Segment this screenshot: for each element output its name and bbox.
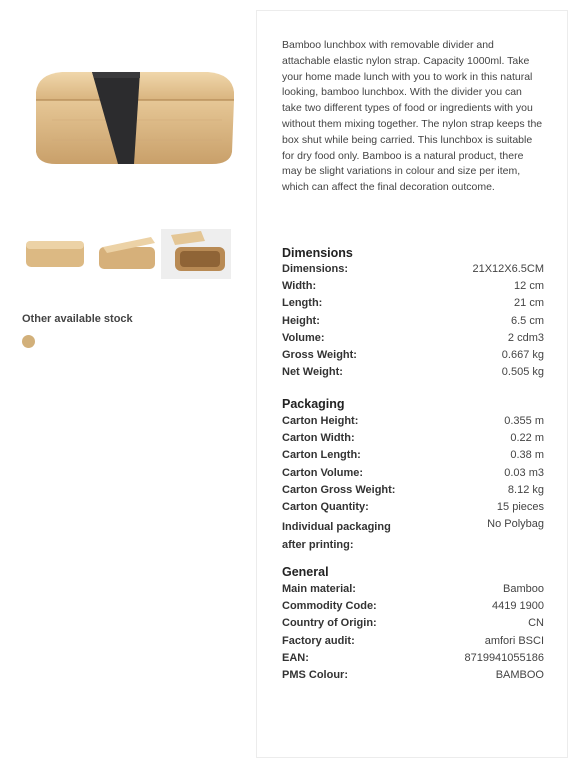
- packaging-title: Packaging: [282, 397, 345, 411]
- spec-row: [282, 332, 544, 349]
- spec-label: Main material:: [282, 583, 356, 595]
- spec-row: [282, 449, 544, 466]
- spec-row: [282, 518, 544, 553]
- spec-value: BAMBOO: [495, 668, 544, 681]
- spec-value: 15 pieces: [496, 500, 544, 513]
- spec-row: [282, 484, 544, 501]
- spec-label: Carton Gross Weight:: [282, 483, 396, 496]
- spec-row: [282, 349, 544, 366]
- dimensions-title: Dimensions: [282, 246, 353, 260]
- thumbnail-strip: [22, 229, 234, 279]
- spec-value: 0.667 kg: [501, 348, 544, 361]
- spec-label: Factory audit:: [282, 634, 355, 647]
- spec-value: 8719941055186: [464, 651, 544, 664]
- spec-value: 0.355 m: [504, 415, 544, 427]
- dimensions-table: [282, 263, 544, 383]
- spec-row: [282, 432, 544, 449]
- spec-value: 0.03 m3: [504, 466, 544, 479]
- spec-label: Gross Weight:: [282, 348, 357, 361]
- spec-value: 21X12X6.5CM: [472, 263, 544, 275]
- spec-label: Height:: [282, 314, 320, 327]
- spec-value: 6.5 cm: [510, 314, 544, 327]
- spec-value: CN: [528, 617, 544, 630]
- spec-value: 0.38 m: [510, 449, 544, 462]
- general-table: [282, 583, 544, 686]
- packaging-table: [282, 415, 544, 553]
- general-title: General: [282, 565, 329, 579]
- thumbnail-lid-open[interactable]: [93, 229, 159, 279]
- spec-row: [282, 467, 544, 484]
- spec-label: PMS Colour:: [282, 668, 348, 681]
- spec-row: [282, 669, 544, 686]
- spec-row: [282, 501, 544, 518]
- spec-row: [282, 315, 544, 332]
- spec-row: [282, 617, 544, 634]
- spec-row: [282, 297, 544, 314]
- spec-value: 21 cm: [514, 297, 544, 310]
- spec-value: 0.505 kg: [501, 366, 544, 379]
- spec-row: [282, 600, 544, 617]
- spec-row: [282, 280, 544, 297]
- spec-label: Dimensions:: [282, 263, 349, 275]
- spec-row: [282, 415, 544, 432]
- spec-value: Bamboo: [503, 583, 544, 595]
- spec-label: Carton Volume:: [282, 466, 364, 479]
- spec-label: Net Weight:: [282, 366, 343, 379]
- spec-label: EAN:: [282, 651, 309, 664]
- spec-label: Commodity Code:: [282, 600, 377, 613]
- spec-label: Carton Height:: [282, 415, 359, 427]
- spec-value: amfori BSCI: [484, 634, 544, 647]
- spec-label: Carton Quantity:: [282, 500, 369, 513]
- spec-label: Individual packaging after printing:: [282, 521, 391, 552]
- thumbnail-closed[interactable]: [22, 229, 88, 279]
- spec-label: Volume:: [282, 331, 325, 344]
- spec-label: Width:: [282, 280, 317, 293]
- spec-row: [282, 583, 544, 600]
- product-description: Bamboo lunchbox with removable divider and attachable elastic nylon strap. Capacity 1000ml. Take your home made lunch with you to work in this natural looking, bamboo lunchbox. With the divider you can take two different types of food or ingredients with you without them mixing together. The nylon strap keeps the box shut while being carried. This lunchbox is suitable for dry food only. Bamboo is a natural product, there may be slight variations in colour and size per item, which can affect the final decoration outcome.: [282, 39, 543, 194]
- spec-row: [282, 652, 544, 669]
- spec-row: [282, 366, 544, 383]
- other-stock-title: Other available stock: [22, 313, 133, 325]
- thumbnail-interior[interactable]: [161, 229, 227, 279]
- spec-value: 0.22 m: [510, 432, 544, 445]
- spec-row: [282, 635, 544, 652]
- spec-label: Length:: [282, 297, 323, 310]
- color-swatch-bamboo[interactable]: [22, 335, 35, 348]
- spec-label: Country of Origin:: [282, 617, 377, 630]
- spec-label: Carton Width:: [282, 432, 355, 445]
- spec-value: 12 cm: [514, 280, 544, 293]
- spec-value: No Polybag: [487, 518, 544, 531]
- spec-value: 4419 1900: [492, 600, 544, 613]
- spec-label: Carton Length:: [282, 449, 361, 462]
- spec-value: 8.12 kg: [507, 483, 544, 496]
- product-main-image[interactable]: [22, 40, 242, 190]
- spec-value: 2 cdm3: [507, 331, 544, 344]
- spec-row: [282, 263, 544, 280]
